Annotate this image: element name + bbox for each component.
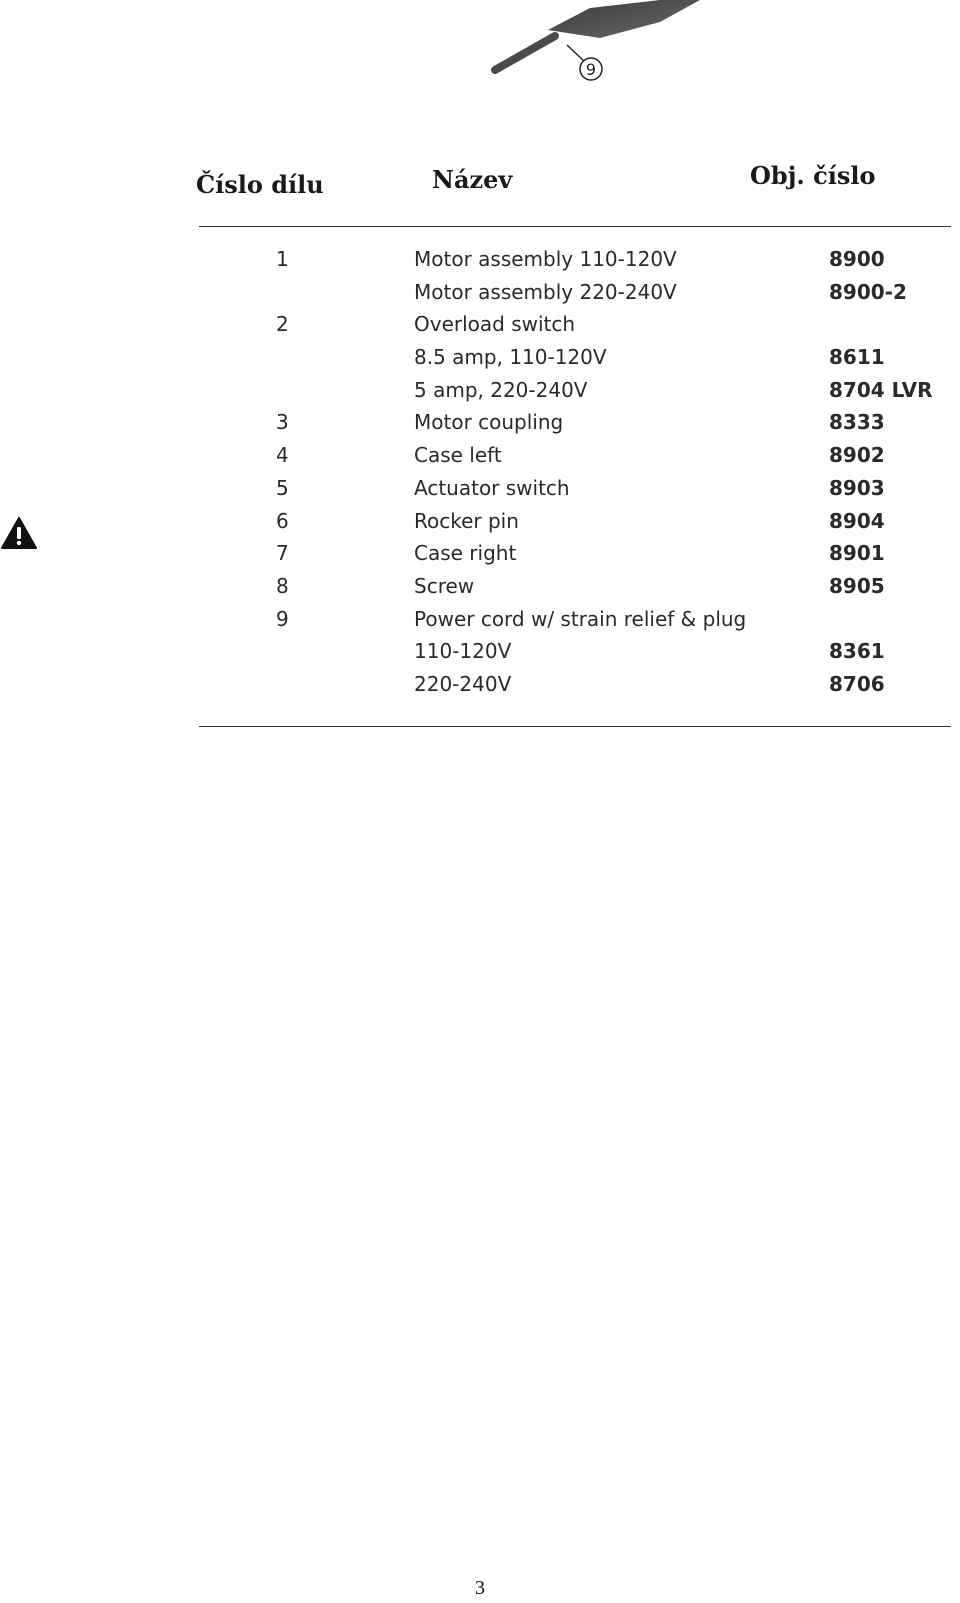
part-name: Motor coupling bbox=[414, 410, 564, 435]
order-code: 8706 bbox=[829, 671, 885, 696]
part-number: 3 bbox=[276, 410, 289, 435]
part-name: 220-240V bbox=[414, 671, 512, 696]
table-row bbox=[0, 573, 960, 606]
table-row bbox=[0, 475, 960, 508]
order-code: 8704 LVR bbox=[829, 377, 933, 402]
table-row bbox=[0, 344, 960, 377]
table-row bbox=[0, 540, 960, 573]
part-name: Motor assembly 110-120V bbox=[414, 247, 677, 271]
part-name: Motor assembly 220-240V bbox=[414, 279, 677, 304]
order-code: 8900-2 bbox=[829, 279, 907, 304]
part-name: Case left bbox=[414, 443, 502, 468]
order-code: 8905 bbox=[829, 573, 885, 598]
table-row bbox=[0, 442, 960, 475]
part-name: Case right bbox=[414, 541, 517, 566]
part-name: 8.5 amp, 110-120V bbox=[414, 345, 607, 370]
order-code: 8902 bbox=[829, 443, 885, 468]
table-row bbox=[0, 638, 960, 671]
callout-leader-line bbox=[567, 45, 584, 61]
part-name: 110-120V bbox=[414, 639, 512, 664]
table-row bbox=[0, 279, 960, 312]
part-number: 7 bbox=[276, 541, 289, 566]
header-part-number: Číslo dílu bbox=[196, 170, 324, 199]
table-row bbox=[0, 671, 960, 704]
callout-label: 9 bbox=[585, 60, 597, 79]
part-number: 8 bbox=[276, 573, 289, 598]
order-code: 8901 bbox=[829, 541, 885, 566]
part-number: 9 bbox=[276, 606, 289, 631]
part-name: Power cord w/ strain relief & plug bbox=[414, 606, 747, 631]
header-part-name: Název bbox=[432, 165, 513, 194]
part-number: 4 bbox=[276, 443, 289, 468]
part-name: Screw bbox=[414, 573, 475, 598]
part-number: 2 bbox=[276, 312, 289, 337]
table-row bbox=[0, 606, 960, 639]
part-number: 5 bbox=[276, 475, 289, 500]
part-name: Overload switch bbox=[414, 312, 576, 337]
part-number: 1 bbox=[276, 247, 289, 271]
power-cord-diagram bbox=[0, 0, 960, 110]
order-code: 8333 bbox=[829, 410, 885, 435]
part-name: Rocker pin bbox=[414, 508, 519, 533]
order-code: 8900 bbox=[829, 247, 885, 271]
header-order-code: Obj. číslo bbox=[750, 161, 876, 190]
power-cord-line bbox=[495, 36, 555, 70]
table-row bbox=[0, 311, 960, 344]
order-code: 8611 bbox=[829, 345, 885, 370]
parts-table bbox=[0, 246, 960, 704]
order-code: 8361 bbox=[829, 639, 885, 664]
order-code: 8903 bbox=[829, 475, 885, 500]
table-row bbox=[0, 409, 960, 442]
table-row bbox=[0, 377, 960, 410]
table-row bbox=[0, 508, 960, 541]
page-number: 3 bbox=[475, 1577, 485, 1599]
table-top-rule bbox=[199, 226, 951, 227]
table-row bbox=[0, 246, 960, 279]
table-bottom-rule bbox=[199, 726, 951, 727]
part-name: Actuator switch bbox=[414, 475, 570, 500]
part-name: 5 amp, 220-240V bbox=[414, 377, 588, 402]
strain-relief-shape bbox=[548, 0, 700, 38]
part-number: 6 bbox=[276, 508, 289, 533]
order-code: 8904 bbox=[829, 508, 885, 533]
